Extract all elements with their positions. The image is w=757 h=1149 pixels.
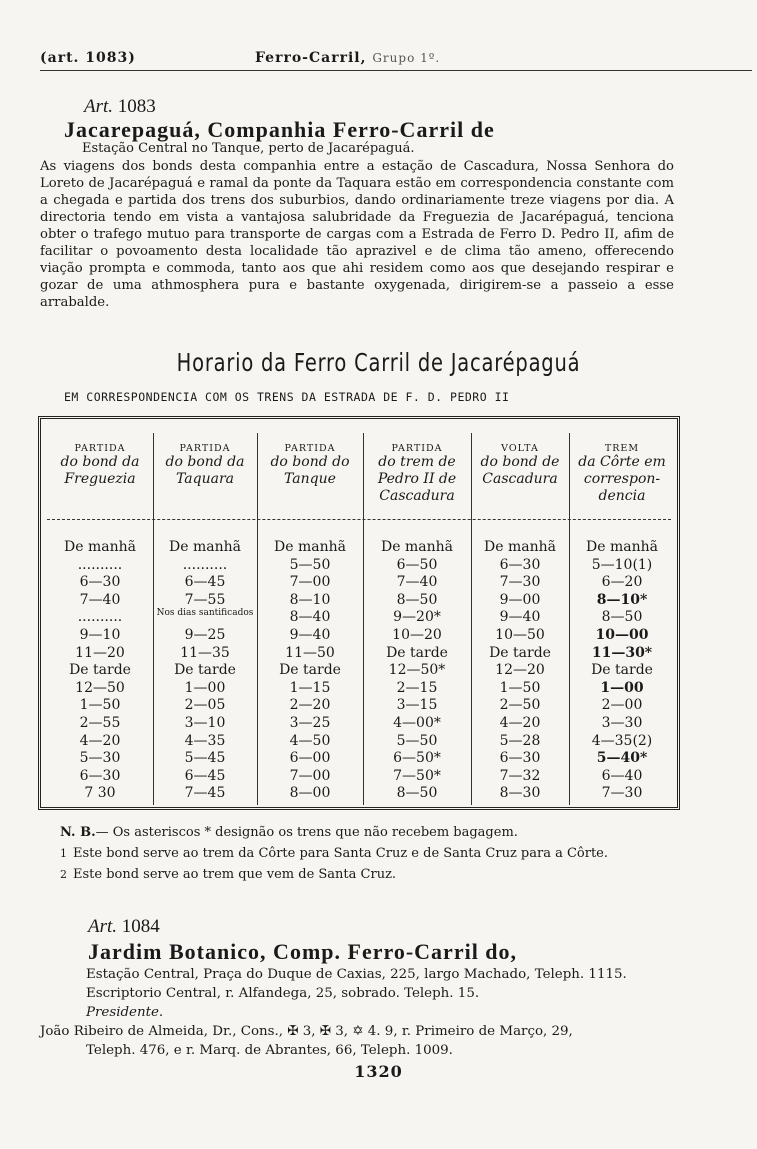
timetable-cell: 6—20: [601, 574, 643, 591]
company-name-2: Jardim Botanico, Comp. Ferro-Carril do,: [88, 939, 518, 964]
timetable-subtitle: EM CORRESPONDENCIA COM OS TRENS DA ESTRADA DE F. D. PEDRO II: [64, 390, 510, 404]
running-title: Ferro-Carril, Grupo 1º.: [255, 50, 441, 66]
column-kind: PARTIDA: [284, 443, 336, 454]
timetable-cell: 5—10(1): [591, 556, 653, 573]
timetable-cell: De manhã: [64, 539, 136, 555]
timetable-cell: 8—00: [289, 785, 331, 802]
timetable-cell: De tarde: [174, 662, 236, 679]
timetable-cell: ..........: [77, 556, 123, 573]
timetable-cell: 6—30: [499, 750, 541, 767]
station-line: Estação Central no Tanque, perto de Jacarépaguá.: [82, 141, 415, 156]
timetable-cell: 4—35: [184, 732, 226, 749]
timetable-cell: 9—25: [184, 626, 226, 643]
page-number: 1320: [354, 1062, 403, 1081]
timetable-cell: 3—15: [396, 697, 438, 714]
timetable-cell: 5—28: [499, 732, 541, 749]
timetable-cell: 12—20: [495, 662, 545, 679]
timetable-cell: De tarde: [591, 662, 653, 679]
column-label-line: Taquara: [176, 471, 234, 487]
company-name: Jacarepaguá, Companhia Ferro-Carril de: [64, 117, 495, 142]
timetable-cell: 4—20: [79, 732, 121, 749]
timetable-cell: 2—05: [184, 697, 226, 714]
timetable-cell: 9—40: [289, 626, 331, 643]
timetable-cell: 9—20*: [393, 609, 441, 626]
timetable-cell: 6—30: [79, 767, 121, 784]
column-header: [471, 443, 569, 488]
timetable-cell: 6—40: [601, 767, 643, 784]
column-label-line: Cascadura: [482, 471, 558, 487]
timetable-cell: 1—15: [289, 679, 331, 696]
column-kind: PARTIDA: [74, 443, 126, 454]
timetable-cell: ..........: [77, 609, 123, 626]
column-header: [569, 443, 675, 505]
timetable-cell: 8—50: [396, 785, 438, 802]
timetable-cell: 10—00: [595, 626, 649, 643]
column-kind: PARTIDA: [391, 443, 443, 454]
timetable-cell: 6—30: [499, 556, 541, 573]
timetable: [38, 416, 680, 810]
column-label-line: correspon-: [583, 471, 661, 487]
timetable-cell: De manhã: [381, 539, 453, 555]
column-kind: VOLTA: [501, 443, 539, 454]
timetable-cell: 2—20: [289, 697, 331, 714]
timetable-cell: 7—45: [184, 785, 226, 802]
column-header: [47, 443, 153, 488]
timetable-cell: 7—00: [289, 574, 331, 591]
column-label-line: Freguezia: [64, 471, 136, 487]
timetable-cell: 10—50: [495, 626, 545, 643]
timetable-cell: 5—50: [396, 732, 438, 749]
timetable-cell: 2—00: [601, 697, 643, 714]
timetable-cell: 1—50: [79, 697, 121, 714]
timetable-cell: 9—40: [499, 609, 541, 626]
footnote-1: 1 Este bond serve ao trem da Côrte para Santa Cruz e de Santa Cruz para a Côrte.: [60, 846, 609, 861]
timetable-cell: 9—10: [79, 626, 121, 643]
timetable-column: [257, 539, 363, 803]
timetable-cell: 6—50*: [393, 750, 441, 767]
timetable-cell: ..........: [182, 556, 228, 573]
nb-note: N. B.— Os asteriscos * designão os trens que não recebem bagagem.: [60, 825, 518, 840]
group-label: Grupo 1º.: [372, 51, 441, 65]
timetable-cell: 7—30: [601, 785, 643, 802]
article-number: Art. 1083: [84, 96, 156, 117]
timetable-cell: 11—35: [180, 644, 230, 661]
office-line: Escriptorio Central, r. Alfandega, 25, sobrado. Teleph. 15.: [86, 986, 480, 1001]
timetable-cell: 6—30: [79, 574, 121, 591]
timetable-cell: 7—55: [184, 591, 226, 608]
timetable-cell: 6—50: [396, 556, 438, 573]
timetable-cell: 7—40: [396, 574, 438, 591]
column-label-line: Cascadura: [379, 488, 455, 504]
article-paragraph: As viagens dos bonds desta companhia entre a estação de Cascadura, Nossa Senhora do Loreto de Jacarépaguá e ramal da ponte da Taquara estão em correspondencia constante com a chegada e partida dos trens dos suburbios, dando ordinariamente treze viagens por dia. A directoria tendo em vista a vantajosa salubridade da Freguezia de Jacarépaguá, tenciona obter o trafego mutuo para transporte de cargas com a Estrada de Ferro D. Pedro II, afim de facilitar o povoamento desta localidade tão aprazivel e de clima tão ameno, offerecendo viação prompta e commoda, tanto aos que ahi residem como aos que desejando respirar e gozar de uma athmosphera pura e bastante oxygenada, dirigirem-se a passeio a esse arrabalde.: [40, 159, 674, 310]
timetable-cell: 7 30: [84, 785, 116, 802]
column-label-line: do bond da: [60, 454, 140, 470]
timetable-cell: 8—30: [499, 785, 541, 802]
timetable-cell: 5—45: [184, 750, 226, 767]
timetable-title: Horario da Ferro Carril de Jacarépaguá: [176, 348, 581, 377]
timetable-cell: 2—50: [499, 697, 541, 714]
timetable-column: [471, 539, 569, 803]
timetable-cell: Nos dias santificados: [156, 608, 254, 619]
timetable-cell: 7—32: [499, 767, 541, 784]
timetable-cell: De tarde: [69, 662, 131, 679]
station-line-2: Estação Central, Praça do Duque de Caxias, 225, largo Machado, Teleph. 1115.: [86, 967, 627, 982]
column-label-line: do trem de: [378, 454, 456, 470]
timetable-cell: De manhã: [169, 539, 241, 555]
timetable-cell: 7—00: [289, 767, 331, 784]
column-header: [363, 443, 471, 505]
column-label-line: Tanque: [284, 471, 336, 487]
article-number-2: Art. 1084: [88, 916, 160, 937]
timetable-cell: 1—00: [184, 679, 226, 696]
header-divider: [47, 519, 671, 520]
role-label: Presidente.: [86, 1005, 164, 1020]
timetable-cell: 4—50: [289, 732, 331, 749]
timetable-column: [569, 539, 675, 803]
column-label-line: do bond da: [165, 454, 245, 470]
timetable-cell: 1—50: [499, 679, 541, 696]
timetable-column: [153, 539, 257, 803]
timetable-cell: De tarde: [489, 644, 551, 661]
timetable-cell: 8—50: [396, 591, 438, 608]
timetable-cell: 11—30*: [591, 644, 653, 661]
footnote-2: 2 Este bond serve ao trem que vem de Santa Cruz.: [60, 867, 397, 882]
timetable-cell: 2—15: [396, 679, 438, 696]
timetable-cell: De tarde: [279, 662, 341, 679]
column-label-line: do bond de: [480, 454, 560, 470]
article-ref: (art. 1083): [40, 50, 136, 66]
timetable-cell: 6—00: [289, 750, 331, 767]
timetable-cell: 6—45: [184, 574, 226, 591]
column-label-line: da Côrte em: [578, 454, 666, 470]
timetable-cell: 5—40*: [596, 750, 648, 767]
timetable-cell: 12—50*: [388, 662, 446, 679]
timetable-cell: 1—00: [600, 679, 644, 696]
timetable-cell: 4—20: [499, 714, 541, 731]
column-header: [153, 443, 257, 488]
timetable-cell: 7—50*: [393, 767, 441, 784]
column-kind: TREM: [604, 443, 640, 454]
timetable-cell: 3—10: [184, 714, 226, 731]
column-label-line: do bond do: [270, 454, 350, 470]
timetable-cell: De manhã: [274, 539, 346, 555]
timetable-cell: 11—20: [75, 644, 125, 661]
timetable-cell: 8—10: [289, 591, 331, 608]
phone-line: Teleph. 476, e r. Marq. de Abrantes, 66, Teleph. 1009.: [86, 1043, 453, 1058]
timetable-cell: 8—50: [601, 609, 643, 626]
timetable-cell: De manhã: [484, 539, 556, 555]
timetable-cell: 11—50: [285, 644, 335, 661]
timetable-cell: 4—00*: [393, 714, 441, 731]
column-label-line: Pedro II de: [377, 471, 457, 487]
notes: [60, 822, 608, 885]
timetable-cell: 12—50: [75, 679, 125, 696]
timetable-column: [363, 539, 471, 803]
timetable-cell: 8—10*: [596, 591, 648, 608]
timetable-cell: De manhã: [586, 539, 658, 555]
timetable-cell: 5—30: [79, 750, 121, 767]
timetable-cell: 10—20: [392, 626, 442, 643]
timetable-cell: 7—40: [79, 591, 121, 608]
timetable-cell: De tarde: [386, 644, 448, 661]
timetable-cell: 5—50: [289, 556, 331, 573]
timetable-column: [47, 539, 153, 803]
column-kind: PARTIDA: [179, 443, 231, 454]
timetable-cell: 6—45: [184, 767, 226, 784]
timetable-cell: 8—40: [289, 609, 331, 626]
timetable-cell: 7—30: [499, 574, 541, 591]
timetable-cell: 2—55: [79, 714, 121, 731]
timetable-cell: 3—25: [289, 714, 331, 731]
timetable-cell: 4—35(2): [591, 732, 653, 749]
header-rule: [40, 70, 752, 71]
timetable-cell: 3—30: [601, 714, 643, 731]
timetable-cell: 9—00: [499, 591, 541, 608]
column-label-line: dencia: [598, 488, 646, 504]
column-header: [257, 443, 363, 488]
president-line: João Ribeiro de Almeida, Dr., Cons., ✠ 3, ✠ 3, ✡ 4. 9, r. Primeiro de Março, 29,: [40, 1024, 573, 1039]
